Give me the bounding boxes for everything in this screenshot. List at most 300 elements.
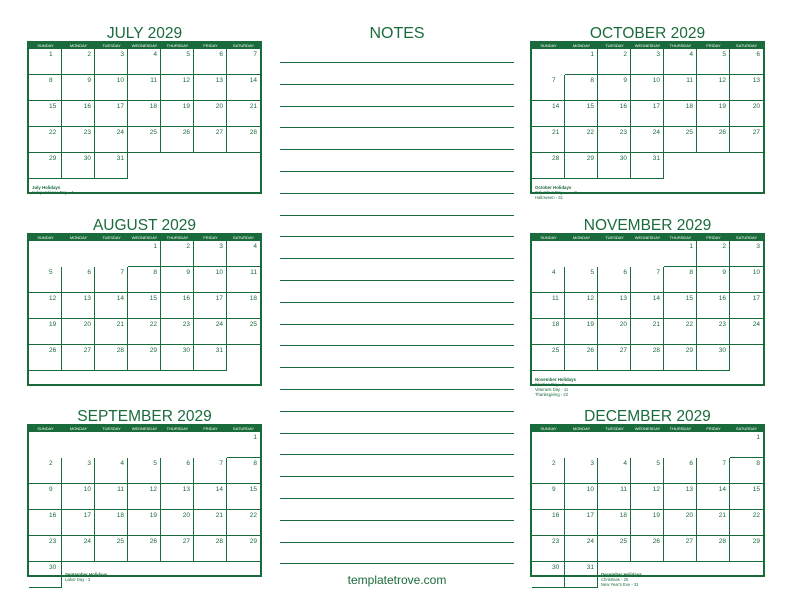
day-cell[interactable] <box>598 127 631 153</box>
day-cell[interactable] <box>194 101 227 127</box>
day-cell[interactable] <box>62 484 95 510</box>
note-line[interactable] <box>280 367 514 368</box>
day-cell[interactable] <box>95 75 128 101</box>
day-number: 25 <box>149 129 157 136</box>
holiday-item: Christmas - 25 <box>601 577 629 582</box>
day-cell[interactable] <box>62 267 95 293</box>
note-line[interactable] <box>280 171 514 172</box>
day-cell[interactable] <box>730 536 763 562</box>
day-cell[interactable] <box>664 127 697 153</box>
day-cell[interactable] <box>29 267 62 293</box>
day-number: 2 <box>186 243 190 250</box>
day-cell[interactable] <box>227 510 260 536</box>
day-cell[interactable] <box>194 510 227 536</box>
day-cell[interactable] <box>730 75 763 101</box>
day-number: 13 <box>752 77 760 84</box>
day-grid <box>29 235 260 384</box>
day-number: 6 <box>87 269 91 276</box>
day-cell[interactable] <box>227 319 260 345</box>
day-cell[interactable] <box>532 510 565 536</box>
day-number: 15 <box>752 486 760 493</box>
day-cell[interactable] <box>664 293 697 319</box>
day-cell[interactable] <box>29 49 62 75</box>
day-cell[interactable] <box>194 345 227 371</box>
day-cell[interactable] <box>128 127 161 153</box>
day-cell[interactable] <box>598 484 631 510</box>
day-number: 8 <box>153 269 157 276</box>
day-number: 22 <box>685 321 693 328</box>
day-cell[interactable] <box>128 484 161 510</box>
note-line[interactable] <box>280 302 514 303</box>
day-number: 12 <box>182 77 190 84</box>
day-cell[interactable] <box>532 267 565 293</box>
day-cell[interactable] <box>631 127 664 153</box>
day-cell[interactable] <box>631 458 664 484</box>
day-cell[interactable] <box>631 49 664 75</box>
day-cell[interactable] <box>29 536 62 562</box>
day-cell[interactable] <box>62 510 95 536</box>
day-number: 8 <box>590 77 594 84</box>
day-number: 30 <box>552 564 560 571</box>
day-cell[interactable] <box>95 319 128 345</box>
day-cell[interactable] <box>730 241 763 267</box>
day-number: 20 <box>83 321 91 328</box>
weekday-label: TUESDAY <box>102 426 121 431</box>
weekday-label: THURSDAY <box>166 235 189 240</box>
day-cell[interactable] <box>730 293 763 319</box>
day-cell[interactable] <box>194 267 227 293</box>
day-cell[interactable] <box>565 49 598 75</box>
day-cell[interactable] <box>532 127 565 153</box>
day-number: 16 <box>619 103 627 110</box>
day-number: 1 <box>590 51 594 58</box>
day-number: 9 <box>186 269 190 276</box>
day-cell[interactable] <box>532 319 565 345</box>
note-line[interactable] <box>280 433 514 434</box>
day-cell[interactable] <box>62 101 95 127</box>
day-cell[interactable] <box>664 484 697 510</box>
day-cell[interactable] <box>664 510 697 536</box>
day-cell[interactable] <box>62 458 95 484</box>
day-number: 19 <box>149 512 157 519</box>
day-cell[interactable] <box>29 458 62 484</box>
day-cell[interactable] <box>697 293 730 319</box>
day-number: 8 <box>756 460 760 467</box>
day-number: 17 <box>586 512 594 519</box>
day-cell[interactable] <box>532 458 565 484</box>
day-cell[interactable] <box>664 241 697 267</box>
day-number: 7 <box>219 460 223 467</box>
day-number: 27 <box>619 347 627 354</box>
day-cell[interactable] <box>29 319 62 345</box>
day-cell[interactable] <box>598 153 631 179</box>
footer-site[interactable]: templatetrove.com <box>347 573 447 587</box>
day-number: 3 <box>590 460 594 467</box>
day-cell[interactable] <box>62 75 95 101</box>
day-cell[interactable] <box>29 484 62 510</box>
day-cell[interactable] <box>161 127 194 153</box>
day-cell[interactable] <box>29 153 62 179</box>
note-line[interactable] <box>280 324 514 325</box>
day-cell[interactable] <box>730 319 763 345</box>
note-line[interactable] <box>280 236 514 237</box>
day-cell[interactable] <box>532 75 565 101</box>
day-number: 24 <box>752 321 760 328</box>
day-cell[interactable] <box>227 49 260 75</box>
day-cell[interactable] <box>227 127 260 153</box>
weekday-label: WEDNESDAY <box>131 43 158 48</box>
weekday-label: TUESDAY <box>605 426 624 431</box>
holiday-item: Thanksgiving - 22 <box>535 392 569 397</box>
day-cell[interactable] <box>62 536 95 562</box>
note-line[interactable] <box>280 258 514 259</box>
day-number: 14 <box>552 103 560 110</box>
month-grid-box <box>530 424 765 587</box>
day-cell[interactable] <box>95 153 128 179</box>
day-cell[interactable] <box>161 293 194 319</box>
day-cell[interactable] <box>227 267 260 293</box>
day-cell[interactable] <box>227 75 260 101</box>
day-cell[interactable] <box>664 319 697 345</box>
note-line[interactable] <box>280 215 514 216</box>
day-cell[interactable] <box>697 49 730 75</box>
day-cell[interactable] <box>161 101 194 127</box>
calendar-december <box>530 408 765 587</box>
day-cell[interactable] <box>631 101 664 127</box>
day-cell[interactable] <box>631 510 664 536</box>
day-cell[interactable] <box>128 293 161 319</box>
day-number: 12 <box>652 486 660 493</box>
day-number: 26 <box>586 347 594 354</box>
day-cell[interactable] <box>532 562 565 588</box>
day-number: 18 <box>149 103 157 110</box>
day-cell[interactable] <box>161 510 194 536</box>
day-cell[interactable] <box>565 458 598 484</box>
day-number: 6 <box>186 460 190 467</box>
weekday-label: THURSDAY <box>669 235 692 240</box>
day-number: 28 <box>215 538 223 545</box>
day-cell[interactable] <box>631 293 664 319</box>
day-cell[interactable] <box>565 510 598 536</box>
weekday-label: THURSDAY <box>166 43 189 48</box>
month-grid-box <box>530 233 765 397</box>
note-line[interactable] <box>280 193 514 194</box>
day-number: 23 <box>552 538 560 545</box>
day-cell[interactable] <box>161 536 194 562</box>
day-cell[interactable] <box>631 319 664 345</box>
day-cell[interactable] <box>598 319 631 345</box>
month-grid-box <box>27 41 262 194</box>
day-number: 20 <box>182 512 190 519</box>
day-number: 5 <box>722 51 726 58</box>
note-line[interactable] <box>280 345 514 346</box>
day-cell[interactable] <box>128 49 161 75</box>
day-cell[interactable] <box>664 101 697 127</box>
day-cell[interactable] <box>194 319 227 345</box>
day-cell[interactable] <box>194 241 227 267</box>
day-cell[interactable] <box>95 345 128 371</box>
day-cell[interactable] <box>194 484 227 510</box>
day-cell[interactable] <box>161 49 194 75</box>
day-cell[interactable] <box>598 345 631 371</box>
day-cell[interactable] <box>227 293 260 319</box>
day-cell[interactable] <box>128 319 161 345</box>
day-cell[interactable] <box>565 345 598 371</box>
month-title: JULY 2029 <box>106 25 183 42</box>
day-number: 31 <box>116 155 124 162</box>
day-number: 14 <box>116 295 124 302</box>
weekday-label: TUESDAY <box>605 235 624 240</box>
day-cell[interactable] <box>95 536 128 562</box>
day-cell[interactable] <box>62 319 95 345</box>
note-line[interactable] <box>280 280 514 281</box>
day-cell[interactable] <box>598 510 631 536</box>
day-cell[interactable] <box>227 101 260 127</box>
day-cell[interactable] <box>161 319 194 345</box>
day-cell[interactable] <box>664 75 697 101</box>
day-cell[interactable] <box>128 458 161 484</box>
day-cell[interactable] <box>29 101 62 127</box>
day-cell[interactable] <box>62 153 95 179</box>
note-line[interactable] <box>280 411 514 412</box>
day-cell[interactable] <box>631 267 664 293</box>
note-line[interactable] <box>280 520 514 521</box>
day-cell[interactable] <box>730 127 763 153</box>
day-cell[interactable] <box>128 241 161 267</box>
day-cell[interactable] <box>29 75 62 101</box>
note-line[interactable] <box>280 127 514 128</box>
day-cell[interactable] <box>565 562 598 588</box>
day-cell[interactable] <box>664 267 697 293</box>
day-cell[interactable] <box>227 432 260 458</box>
note-line[interactable] <box>280 476 514 477</box>
day-cell[interactable] <box>697 345 730 371</box>
note-line[interactable] <box>280 542 514 543</box>
day-cell[interactable] <box>62 127 95 153</box>
day-cell[interactable] <box>697 536 730 562</box>
day-cell[interactable] <box>598 293 631 319</box>
day-cell[interactable] <box>664 458 697 484</box>
day-cell[interactable] <box>598 458 631 484</box>
day-cell[interactable] <box>29 127 62 153</box>
day-number: 25 <box>685 129 693 136</box>
note-line[interactable] <box>280 62 514 63</box>
day-cell[interactable] <box>697 101 730 127</box>
day-number: 7 <box>552 77 556 84</box>
day-number: 21 <box>652 321 660 328</box>
day-cell[interactable] <box>631 484 664 510</box>
day-cell[interactable] <box>664 536 697 562</box>
note-line[interactable] <box>280 389 514 390</box>
day-cell[interactable] <box>565 267 598 293</box>
day-cell[interactable] <box>161 267 194 293</box>
day-cell[interactable] <box>697 267 730 293</box>
day-cell[interactable] <box>565 153 598 179</box>
day-cell[interactable] <box>598 267 631 293</box>
day-cell[interactable] <box>128 101 161 127</box>
day-number: 26 <box>718 129 726 136</box>
day-cell[interactable] <box>161 484 194 510</box>
day-number: 15 <box>149 295 157 302</box>
day-cell[interactable] <box>697 458 730 484</box>
day-number: 30 <box>182 347 190 354</box>
day-number: 22 <box>752 512 760 519</box>
day-cell[interactable] <box>532 153 565 179</box>
day-cell[interactable] <box>631 75 664 101</box>
day-number: 17 <box>652 103 660 110</box>
day-cell[interactable] <box>161 241 194 267</box>
day-cell[interactable] <box>532 101 565 127</box>
day-cell[interactable] <box>697 484 730 510</box>
day-cell[interactable] <box>161 345 194 371</box>
note-line[interactable] <box>280 563 514 564</box>
day-cell[interactable] <box>95 127 128 153</box>
day-cell[interactable] <box>194 127 227 153</box>
day-cell[interactable] <box>565 127 598 153</box>
day-cell[interactable] <box>565 75 598 101</box>
day-cell[interactable] <box>227 536 260 562</box>
day-cell[interactable] <box>95 484 128 510</box>
weekday-label: THURSDAY <box>669 43 692 48</box>
day-cell[interactable] <box>565 484 598 510</box>
day-cell[interactable] <box>95 101 128 127</box>
day-cell[interactable] <box>697 75 730 101</box>
day-cell[interactable] <box>532 345 565 371</box>
day-cell[interactable] <box>194 293 227 319</box>
day-number: 31 <box>652 155 660 162</box>
day-number: 18 <box>685 103 693 110</box>
day-cell[interactable] <box>532 484 565 510</box>
day-cell[interactable] <box>29 562 62 588</box>
day-cell[interactable] <box>194 458 227 484</box>
day-cell[interactable] <box>95 267 128 293</box>
day-number: 24 <box>83 538 91 545</box>
weekday-label: WEDNESDAY <box>634 43 661 48</box>
calendar-july <box>27 26 262 194</box>
day-number: 28 <box>116 347 124 354</box>
weekday-label: MONDAY <box>572 235 591 240</box>
day-number: 19 <box>49 321 57 328</box>
day-number: 7 <box>120 269 124 276</box>
day-cell[interactable] <box>664 49 697 75</box>
day-number: 8 <box>49 77 53 84</box>
day-cell[interactable] <box>730 484 763 510</box>
day-number: 12 <box>718 77 726 84</box>
day-cell[interactable] <box>664 345 697 371</box>
day-cell[interactable] <box>697 127 730 153</box>
day-cell[interactable] <box>565 536 598 562</box>
holiday-item: Columbus Day - 8 <box>535 190 577 195</box>
day-cell[interactable] <box>697 241 730 267</box>
day-cell[interactable] <box>598 75 631 101</box>
day-cell[interactable] <box>227 458 260 484</box>
day-cell[interactable] <box>532 536 565 562</box>
note-line[interactable] <box>280 498 514 499</box>
day-cell[interactable] <box>29 293 62 319</box>
day-number: 7 <box>253 51 257 58</box>
day-number: 27 <box>182 538 190 545</box>
day-number: 10 <box>116 77 124 84</box>
day-cell[interactable] <box>730 49 763 75</box>
day-number: 8 <box>689 269 693 276</box>
day-cell[interactable] <box>128 536 161 562</box>
day-cell[interactable] <box>631 153 664 179</box>
day-number: 3 <box>756 243 760 250</box>
day-cell[interactable] <box>95 510 128 536</box>
day-number: 29 <box>149 347 157 354</box>
day-cell[interactable] <box>697 510 730 536</box>
day-number: 9 <box>552 486 556 493</box>
day-number: 23 <box>182 321 190 328</box>
day-number: 21 <box>116 321 124 328</box>
day-cell[interactable] <box>128 345 161 371</box>
day-cell[interactable] <box>730 101 763 127</box>
day-cell[interactable] <box>598 49 631 75</box>
day-cell[interactable] <box>565 101 598 127</box>
day-cell[interactable] <box>95 49 128 75</box>
weekday-label: SATURDAY <box>232 235 255 240</box>
note-line[interactable] <box>280 106 514 107</box>
holiday-item: New Year's Eve - 31 <box>601 582 639 587</box>
day-number: 2 <box>49 460 53 467</box>
day-cell[interactable] <box>128 75 161 101</box>
day-cell[interactable] <box>95 293 128 319</box>
weekday-label: TUESDAY <box>102 235 121 240</box>
day-cell[interactable] <box>161 75 194 101</box>
weekday-label: THURSDAY <box>669 426 692 431</box>
day-cell[interactable] <box>128 510 161 536</box>
day-cell[interactable] <box>565 319 598 345</box>
day-cell[interactable] <box>95 458 128 484</box>
day-cell[interactable] <box>62 49 95 75</box>
day-number: 28 <box>652 347 660 354</box>
day-cell[interactable] <box>631 536 664 562</box>
day-cell[interactable] <box>730 510 763 536</box>
day-cell[interactable] <box>29 345 62 371</box>
day-number: 13 <box>619 295 627 302</box>
day-number: 15 <box>586 103 594 110</box>
note-line[interactable] <box>280 149 514 150</box>
weekday-label: FRIDAY <box>706 43 721 48</box>
day-cell[interactable] <box>194 75 227 101</box>
day-number: 6 <box>623 269 627 276</box>
note-line[interactable] <box>280 84 514 85</box>
day-cell[interactable] <box>730 267 763 293</box>
day-cell[interactable] <box>598 101 631 127</box>
day-cell[interactable] <box>62 345 95 371</box>
month-grid-box <box>530 41 765 200</box>
day-number: 5 <box>186 51 190 58</box>
day-cell[interactable] <box>730 458 763 484</box>
day-cell[interactable] <box>730 432 763 458</box>
day-cell[interactable] <box>598 536 631 562</box>
day-cell[interactable] <box>62 293 95 319</box>
day-cell[interactable] <box>161 458 194 484</box>
day-cell[interactable] <box>532 293 565 319</box>
day-cell[interactable] <box>227 241 260 267</box>
day-cell[interactable] <box>631 345 664 371</box>
day-cell[interactable] <box>565 293 598 319</box>
day-cell[interactable] <box>194 49 227 75</box>
day-cell[interactable] <box>128 267 161 293</box>
calendar-september <box>27 408 262 582</box>
day-cell[interactable] <box>227 484 260 510</box>
day-cell[interactable] <box>29 510 62 536</box>
day-cell[interactable] <box>697 319 730 345</box>
weekday-label: MONDAY <box>69 43 88 48</box>
day-cell[interactable] <box>194 536 227 562</box>
note-line[interactable] <box>280 454 514 455</box>
